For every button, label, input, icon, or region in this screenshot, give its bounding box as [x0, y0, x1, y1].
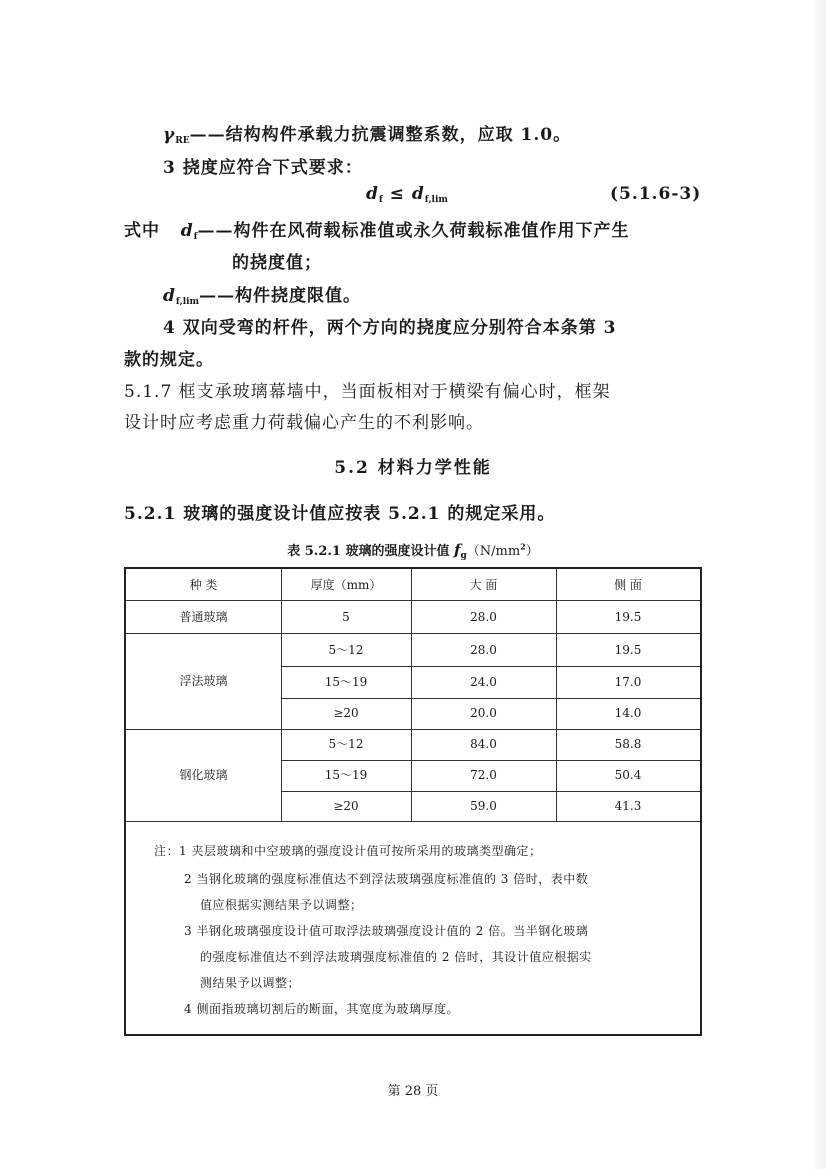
- clause-4-continued: 款的规定。: [124, 350, 214, 370]
- clause-4-text: 4 双向受弯的杆件，两个方向的挠度应分别符合本条第 3: [163, 318, 617, 338]
- page-number: 第 28 页: [387, 1084, 439, 1099]
- table-cell: 5～12: [328, 643, 364, 657]
- table-caption: 表 5.2.1 玻璃的强度设计值 $f_g(N/mm^2)$: [287, 541, 539, 561]
- table-cell: 15～19: [324, 768, 368, 782]
- table-cell: 50.4: [614, 768, 642, 782]
- table-note-2-continued: 值应根据实测结果予以调整；: [200, 898, 363, 912]
- table-note-4: 4 侧面指玻璃切割后的断面，其宽度为玻璃厚度。: [184, 1002, 459, 1016]
- group-float-glass: 浮法玻璃: [179, 674, 228, 688]
- table-cell: 17.0: [614, 675, 642, 689]
- df-definition-continued: 的挠度值；: [232, 253, 322, 273]
- table-cell: 14.0: [614, 706, 642, 720]
- table-cell: 28.0: [470, 643, 497, 657]
- header-face: 大 面: [469, 578, 498, 592]
- clause-5-1-7-continued: 设计时应考虑重力荷载偏心产生的不利影响。: [124, 413, 484, 433]
- table-cell: 28.0: [470, 610, 497, 624]
- table-cell: 20.0: [470, 706, 497, 720]
- df-lim-definition: $d_{f,lim}——$构件挠度限值。: [163, 286, 362, 307]
- clause-5-1-7: 5.1.7 框支承玻璃幕墙中，当面板相对于横梁有偏心时，框架: [124, 382, 611, 402]
- header-thickness: 厚度（mm）: [310, 578, 382, 592]
- table-cell: 58.8: [614, 737, 642, 751]
- table-cell: 59.0: [470, 799, 497, 813]
- table-cell: 19.5: [614, 643, 642, 657]
- table-cell: 15～19: [324, 675, 368, 689]
- equation-number: (5.1.6-3): [610, 184, 702, 204]
- where-df-definition: 式中 $d_f——$构件在风荷载标准值或永久荷载标准值作用下产生: [124, 221, 630, 242]
- table-cell: 19.5: [614, 610, 642, 624]
- clause-3-intro: 3 挠度应符合下式要求：: [163, 158, 363, 178]
- table-note-3: 3 半钢化玻璃强度设计值可取浮法玻璃强度设计值的 2 倍。当半钢化玻璃: [184, 924, 589, 938]
- table-note-3-continued: 的强度标准值达不到浮法玻璃强度标准值的 2 倍时，其设计值应根据实: [200, 950, 592, 964]
- header-type: 种 类: [189, 578, 218, 592]
- table-note-3-continued-2: 测结果予以调整；: [200, 976, 301, 990]
- group-tempered-glass: 钢化玻璃: [179, 768, 228, 782]
- group-ordinary-glass: 普通玻璃: [179, 610, 228, 624]
- table-cell: ≥20: [333, 706, 359, 720]
- table-cell: ≥20: [333, 799, 359, 813]
- table-note-1: 注：1 夹层玻璃和中空玻璃的强度设计值可按所采用的玻璃类型确定；: [154, 844, 542, 858]
- table-cell: 41.3: [614, 799, 642, 813]
- table-cell: 24.0: [470, 675, 497, 689]
- table-note-2: 2 当钢化玻璃的强度标准值达不到浮法玻璃强度标准值的 3 倍时，表中数: [184, 872, 589, 886]
- table-cell: 5～12: [328, 737, 364, 751]
- glass-strength-table: [124, 567, 702, 1036]
- equation-5-1-6-3: $d_f \le d_{f,lim}$: [366, 184, 448, 205]
- gamma-re-definition: $\gamma_{RE}——$结构构件承载力抗震调整系数，应取 1.0。: [163, 125, 572, 146]
- table-cell: 5: [342, 610, 350, 624]
- page-edge-shadow: [812, 0, 826, 1169]
- table-cell: 72.0: [470, 768, 497, 782]
- header-edge: 侧 面: [614, 578, 642, 592]
- table-cell: 84.0: [470, 737, 497, 751]
- clause-5-2-1: 5.2.1 玻璃的强度设计值应按表 5.2.1 的规定采用。: [124, 504, 556, 524]
- section-heading: 5.2 材料力学性能: [334, 458, 492, 478]
